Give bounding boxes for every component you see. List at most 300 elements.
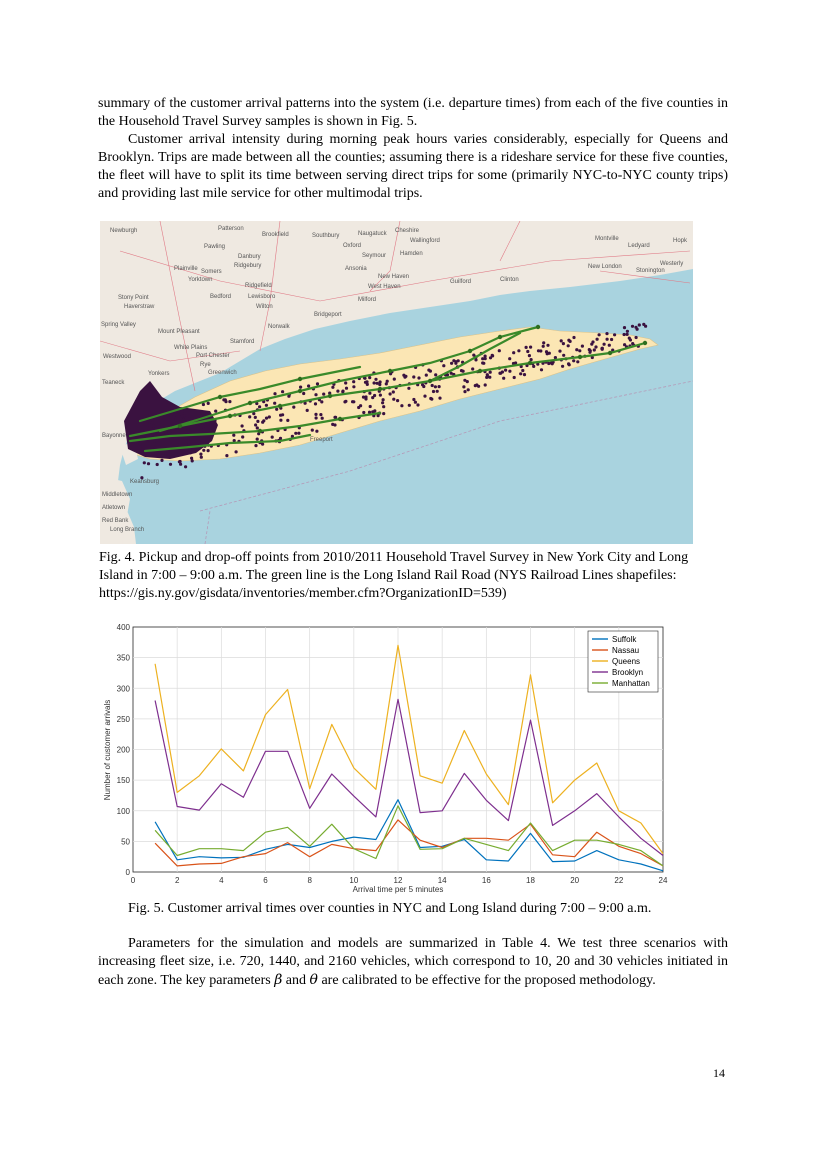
y-tick-label: 300 [116,684,130,694]
map-point [261,421,264,424]
map-point [558,350,561,353]
rail-station [298,389,302,393]
map-label: New London [588,264,622,270]
map-point [235,450,238,453]
map-label: Milford [358,297,377,303]
map-point [596,338,599,341]
map-point [434,385,437,388]
rail-station [578,355,582,359]
map-label: Mount Pleasant [158,329,200,335]
map-point [169,454,172,457]
map-point [171,430,174,433]
map-point [434,373,437,376]
map-point [462,370,465,373]
map-point [307,384,310,387]
map-point [362,411,365,414]
rail-station [218,395,222,399]
paragraph-parameters [98,935,728,990]
map-label: Cheshire [395,228,420,234]
map-label: Yonkers [148,371,170,377]
map-point [331,386,334,389]
x-tick-label: 20 [570,876,580,885]
map-label: Ansonia [345,266,367,272]
y-tick-label: 400 [116,623,130,632]
map-point [430,398,433,401]
legend-entry: Manhattan [612,679,650,688]
map-point [623,326,626,329]
map-point [613,333,616,336]
x-tick-label: 24 [658,876,668,885]
theta-symbol: θ [309,972,318,988]
map-point [416,403,419,406]
map-label: Brookfield [262,232,289,238]
map-label: Middletown [102,492,133,498]
map-point [491,354,494,357]
rail-station [388,369,392,373]
map-point [183,414,186,417]
map-point [517,349,520,352]
map-point [341,390,344,393]
map-point [382,412,385,415]
fig5-chart [100,620,680,895]
map-label: Bayonne [102,433,126,439]
map-point [477,385,480,388]
map-label: Wallingford [410,238,440,244]
map-point [373,394,376,397]
map-point [438,385,441,388]
map-point [297,432,300,435]
map-label: Red Bank [102,518,129,524]
x-tick-label: 10 [349,876,359,885]
y-tick-label: 0 [125,868,130,877]
map-point [593,348,596,351]
map-point [436,390,439,393]
map-point [427,369,430,372]
map-label: Norwalk [268,324,290,330]
x-tick-labels [131,876,668,885]
rail-station [528,361,532,365]
x-tick-label: 8 [307,876,312,885]
map-point [540,368,543,371]
map-label: Wilton [256,304,273,310]
map-label: Spring Valley [101,322,136,328]
map-label: Long Branch [110,527,145,533]
fig4-caption: Fig. 4. Pickup and drop-off points from 2010/2011 Household Travel Survey in New York City and Long Island in 7:00 – 9:00 a.m. The green line is the Long Island Rail Road (NYS Railroad Lines shapefiles: https://gis.ny.gov/gisdata/inventories/member.cfm?OrganizationID=539) [99,550,689,601]
map-label: Hopk [673,238,688,244]
map-point [378,383,381,386]
map-point [484,355,487,358]
map-point [281,390,284,393]
map-point [626,330,629,333]
map-point [525,346,528,349]
map-point [311,429,314,432]
map-label: Southbury [312,233,340,239]
map-point [512,351,515,354]
map-point [466,380,469,383]
map-label: Oxford [343,243,362,249]
map-point [635,336,638,339]
map-point [438,397,441,400]
map-point [502,377,505,380]
map-point [561,365,564,368]
map-point [603,343,606,346]
y-tick-labels [117,623,131,877]
paragraph-arrival-intensity: Customer arrival intensity during morning peak hours varies considerably, especially for Queens and Brooklyn. Trips are made between all the counties; assuming there is a rideshare service for these five counties, the fleet will have to split its time between serving direct trips for some (primarily NYC-to-NYC county trips) and providing last mile service for other multimodal trips. [98,132,728,201]
map-point [392,390,395,393]
map-point [254,444,257,447]
y-tick-label: 250 [116,714,130,724]
map-point [232,434,235,437]
x-tick-label: 0 [130,876,136,885]
map-point [184,427,187,430]
map-point [198,413,201,416]
rail-station [608,351,612,355]
map-point [190,457,193,460]
map-point [432,390,435,393]
legend-entry: Suffolk [612,635,637,644]
map-point [207,402,210,405]
map-label: Greenwich [208,370,237,376]
map-label: Seymour [362,253,387,259]
map-label: Rye [200,362,211,368]
map-point [526,350,529,353]
map-point [294,432,297,435]
map-label: Atletown [102,505,126,511]
map-point [248,415,251,418]
rail-station [536,325,540,329]
map-point [601,348,604,351]
map-point [528,354,531,357]
map-point [345,387,348,390]
map-point [414,401,417,404]
y-axis-label: Number of customer arrivals [103,699,112,801]
map-point [431,384,434,387]
map-label: White Plains [174,345,208,351]
map-label: Ridgefield [245,283,272,289]
map-point [314,393,317,396]
map-label: Stonington [636,268,665,274]
map-point [321,417,324,420]
map-point [550,361,553,364]
map-label: Bedford [210,294,232,300]
map-point [344,400,347,403]
map-point [542,341,545,344]
map-point [207,449,210,452]
map-point [273,402,276,405]
map-point [241,424,244,427]
map-label: Hamden [400,251,423,257]
map-point [156,463,159,466]
map-point [636,328,639,331]
map-point [484,383,487,386]
rail-station [378,387,382,391]
map-label: Yorktown [188,277,213,283]
map-point [299,386,302,389]
map-point [199,453,202,456]
map-point [379,394,382,397]
map-point [474,384,477,387]
map-label: Haverstraw [124,304,155,310]
map-point [336,390,339,393]
map-label: Patterson [218,226,244,232]
map-point [265,404,268,407]
map-point [256,438,259,441]
rail-station [298,377,302,381]
map-point [214,410,217,413]
map-point [567,339,570,342]
map-point [364,397,367,400]
map-point [529,346,532,349]
map-point [471,367,474,370]
map-point [575,348,578,351]
map-point [467,388,470,391]
map-point [373,381,376,384]
x-tick-label: 4 [219,876,224,885]
map-point [454,362,457,365]
map-point [508,370,511,373]
legend [588,631,658,692]
map-point [141,450,144,453]
map-point [152,424,155,427]
map-label: Montville [595,236,619,242]
map-point [408,404,411,407]
y-tick-label: 50 [121,837,130,847]
rail-station [178,424,182,428]
map-point [315,430,318,433]
map-point [501,370,504,373]
x-tick-label: 2 [174,876,180,885]
map-point [508,357,511,360]
rail-station [338,417,342,421]
map-point [314,402,317,405]
map-point [275,408,278,411]
map-point [567,362,570,365]
map-point [189,451,192,454]
map-point [357,406,360,409]
rail-station [258,429,262,433]
map-point [146,414,149,417]
x-tick-label: 12 [393,876,403,885]
map-label: Clinton [500,277,519,283]
map-point [287,395,290,398]
rail-station [468,349,472,353]
map-label: Port Chester [196,353,230,359]
map-point [368,376,371,379]
map-point [626,333,629,336]
legend-entry: Queens [612,657,641,666]
map-point [164,431,167,434]
map-point [588,348,591,351]
map-point [160,459,163,462]
map-point [407,387,410,390]
map-point [423,395,426,398]
map-point [319,413,322,416]
rail-station [428,379,432,383]
map-point [143,461,146,464]
map-point [425,374,428,377]
map-point [279,414,282,417]
x-axis-label: Arrival time per 5 minutes [352,885,444,894]
map-point [489,371,492,374]
map-label: Somers [201,269,222,275]
rail-station [328,394,332,398]
map-point [200,429,203,432]
map-point [562,342,565,345]
map-point [450,362,453,365]
map-label: Newburgh [110,228,138,234]
map-point [562,354,565,357]
y-tick-label: 350 [116,653,130,663]
map-point [412,398,415,401]
map-point [333,416,336,419]
map-label: Ridgebury [234,263,262,269]
rail-station [498,335,502,339]
map-point [373,409,376,412]
map-point [351,400,354,403]
map-label: Plainville [174,266,198,272]
map-point [352,385,355,388]
map-point [315,416,318,419]
map-point [421,383,424,386]
map-label: Guilford [450,279,472,285]
map-point [417,376,420,379]
map-point [279,419,282,422]
map-point [594,345,597,348]
map-point [400,404,403,407]
beta-symbol: β [274,972,283,988]
map-point [504,369,507,372]
map-label: Danbury [238,254,261,260]
map-point [485,376,488,379]
map-point [629,338,632,341]
map-point [530,358,533,361]
map-point [519,372,522,375]
map-point [539,349,542,352]
map-point [542,345,545,348]
x-tick-label: 18 [526,876,535,885]
rail-station [228,414,232,418]
map-label: Lewisboro [248,294,276,300]
map-point [202,449,205,452]
map-point [184,465,187,468]
map-label: Naugatuck [358,231,387,237]
map-point [452,359,455,362]
map-point [151,421,154,424]
map-point [402,374,405,377]
map-point [368,392,371,395]
map-label: Ledyard [628,243,650,249]
map-point [178,460,181,463]
paragraph-text: and [282,973,310,988]
rail-station [278,404,282,408]
map-point [576,360,579,363]
map-point [572,336,575,339]
map-point [187,440,190,443]
map-point [608,344,611,347]
map-point [598,333,601,336]
map-point [151,433,154,436]
legend-entry: Brooklyn [612,668,644,677]
map-point [228,400,231,403]
x-tick-label: 22 [614,876,624,885]
map-point [241,435,244,438]
map-label: Pawling [204,244,226,250]
map-label: Stamford [230,339,255,345]
map-point [392,398,395,401]
map-point [352,380,355,383]
map-point [605,332,608,335]
map-label: New Haven [378,274,410,280]
x-tick-label: 6 [263,876,268,885]
map-point [374,378,377,381]
map-label: Westerly [660,261,684,267]
map-point [623,333,626,336]
map-point [389,392,392,395]
rail-station [643,341,647,345]
x-tick-label: 16 [481,876,491,885]
map-point [254,423,257,426]
map-point [560,339,563,342]
map-point [147,462,150,465]
map-point [546,344,549,347]
map-point [396,399,399,402]
map-point [382,398,385,401]
map-point [224,398,227,401]
map-point [302,392,305,395]
map-point [316,382,319,385]
map-point [578,349,581,352]
y-tick-label: 200 [116,745,130,755]
paragraph-continuation: summary of the customer arrival patterns into the system (i.e. departure times) from each of the five counties in the Household Travel Survey samples is shown in Fig. 5. [98,96,728,129]
map-point [631,325,634,328]
map-point [498,349,501,352]
map-point [292,406,295,409]
map-point [642,323,645,326]
map-point [271,436,274,439]
map-point [482,362,485,365]
map-label: Keansburg [130,479,160,485]
map-point [610,338,613,341]
rail-station [248,401,252,405]
map-point [153,442,156,445]
fig5-caption: Fig. 5. Customer arrival times over counties in NYC and Long Island during 7:00 – 9:00 a.m. [128,901,652,916]
map-point [331,423,334,426]
map-point [200,456,203,459]
y-tick-label: 100 [116,806,130,816]
map-point [188,417,191,420]
x-tick-label: 14 [437,876,447,885]
map-label: Bridgeport [314,312,342,318]
paragraph-text: Parameters for the simulation and models are summarized in Table 4. We test three scenarios with increasing fleet size, i.e. 720, 1440, and 2160 vehicles, which correspond to 10, 20 and 30 vehicles initiated in each zone. The key parameters [98,936,728,988]
map-point [169,463,172,466]
map-label: Teaneck [102,380,125,386]
map-point [184,443,187,446]
map-point [265,417,268,420]
map-point [393,378,396,381]
map-point [513,376,516,379]
map-point [523,373,526,376]
map-point [254,416,257,419]
map-point [182,418,185,421]
rail-station [478,369,482,373]
map-label: Stony Point [118,295,149,301]
map-point [344,381,347,384]
map-point [256,426,259,429]
map-point [273,392,276,395]
map-point [572,359,575,362]
map-point [180,415,183,418]
map-point [382,405,385,408]
